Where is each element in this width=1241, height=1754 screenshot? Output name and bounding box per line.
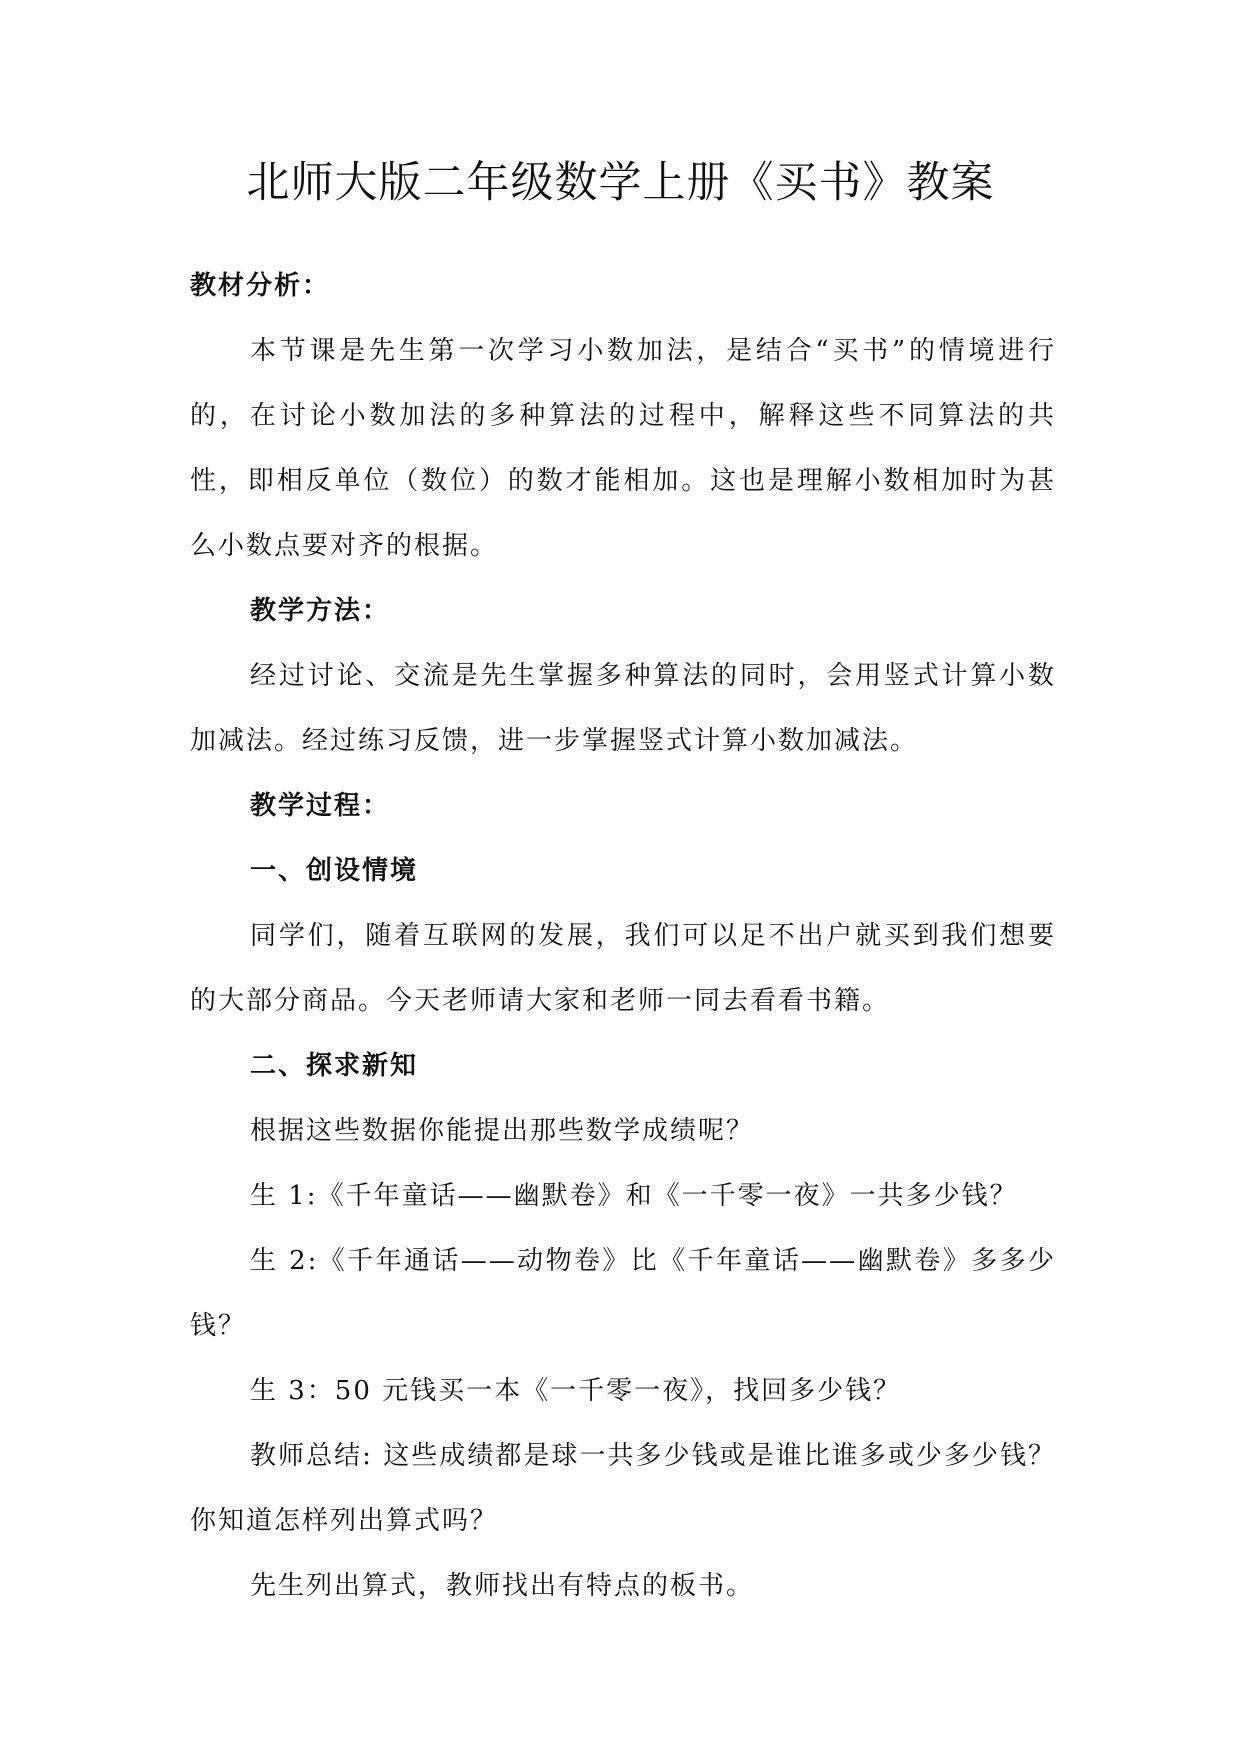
paragraph-student-2: 生 2:《千年通话——动物卷》比《千年童话——幽默卷》多多少钱？ bbox=[190, 1246, 1056, 1341]
paragraph-question-intro: 根据这些数据你能提出那些数学成绩呢？ bbox=[250, 1116, 755, 1146]
paragraph-student-1: 生 1:《千年童话——幽默卷》和《一千零一夜》一共多少钱？ bbox=[250, 1181, 1018, 1211]
step-heading-1: 一、创设情境 bbox=[250, 856, 419, 886]
paragraph-closing: 先生列出算式，教师找出有特点的板书。 bbox=[250, 1571, 755, 1601]
paragraph-method: 经过讨论、交流是先生掌握多种算法的同时，会用竖式计算小数加减法。经过练习反馈，进一步掌握竖式计算小数加减法。 bbox=[190, 661, 1056, 756]
document-body bbox=[190, 254, 1056, 1619]
section-heading-analysis: 教材分析： bbox=[190, 271, 331, 301]
paragraph-analysis: 本节课是先生第一次学习小数加法，是结合“买书”的情境进行的，在讨论小数加法的多种算法的过程中，解释这些不同算法的共性，即相反单位（数位）的数才能相加。这也是理解小数相加时为甚么小数点要对齐的根据。 bbox=[190, 336, 1056, 561]
section-heading-process: 教学过程： bbox=[250, 791, 391, 821]
paragraph-teacher-summary: 教师总结: 这些成绩都是球一共多少钱或是谁比谁多或少多少钱？你知道怎样列出算式吗？ bbox=[190, 1441, 1056, 1536]
step-heading-2: 二、探求新知 bbox=[250, 1051, 419, 1081]
document-title: 北师大版二年级数学上册《买书》教案 bbox=[246, 158, 995, 208]
paragraph-student-3: 生 3：50 元钱买一本《一千零一夜》，找回多少钱？ bbox=[250, 1376, 902, 1406]
section-heading-method: 教学方法： bbox=[250, 596, 391, 626]
paragraph-step1: 同学们，随着互联网的发展，我们可以足不出户就买到我们想要的大部分商品。今天老师请大家和老师一同去看看书籍。 bbox=[190, 921, 1056, 1016]
